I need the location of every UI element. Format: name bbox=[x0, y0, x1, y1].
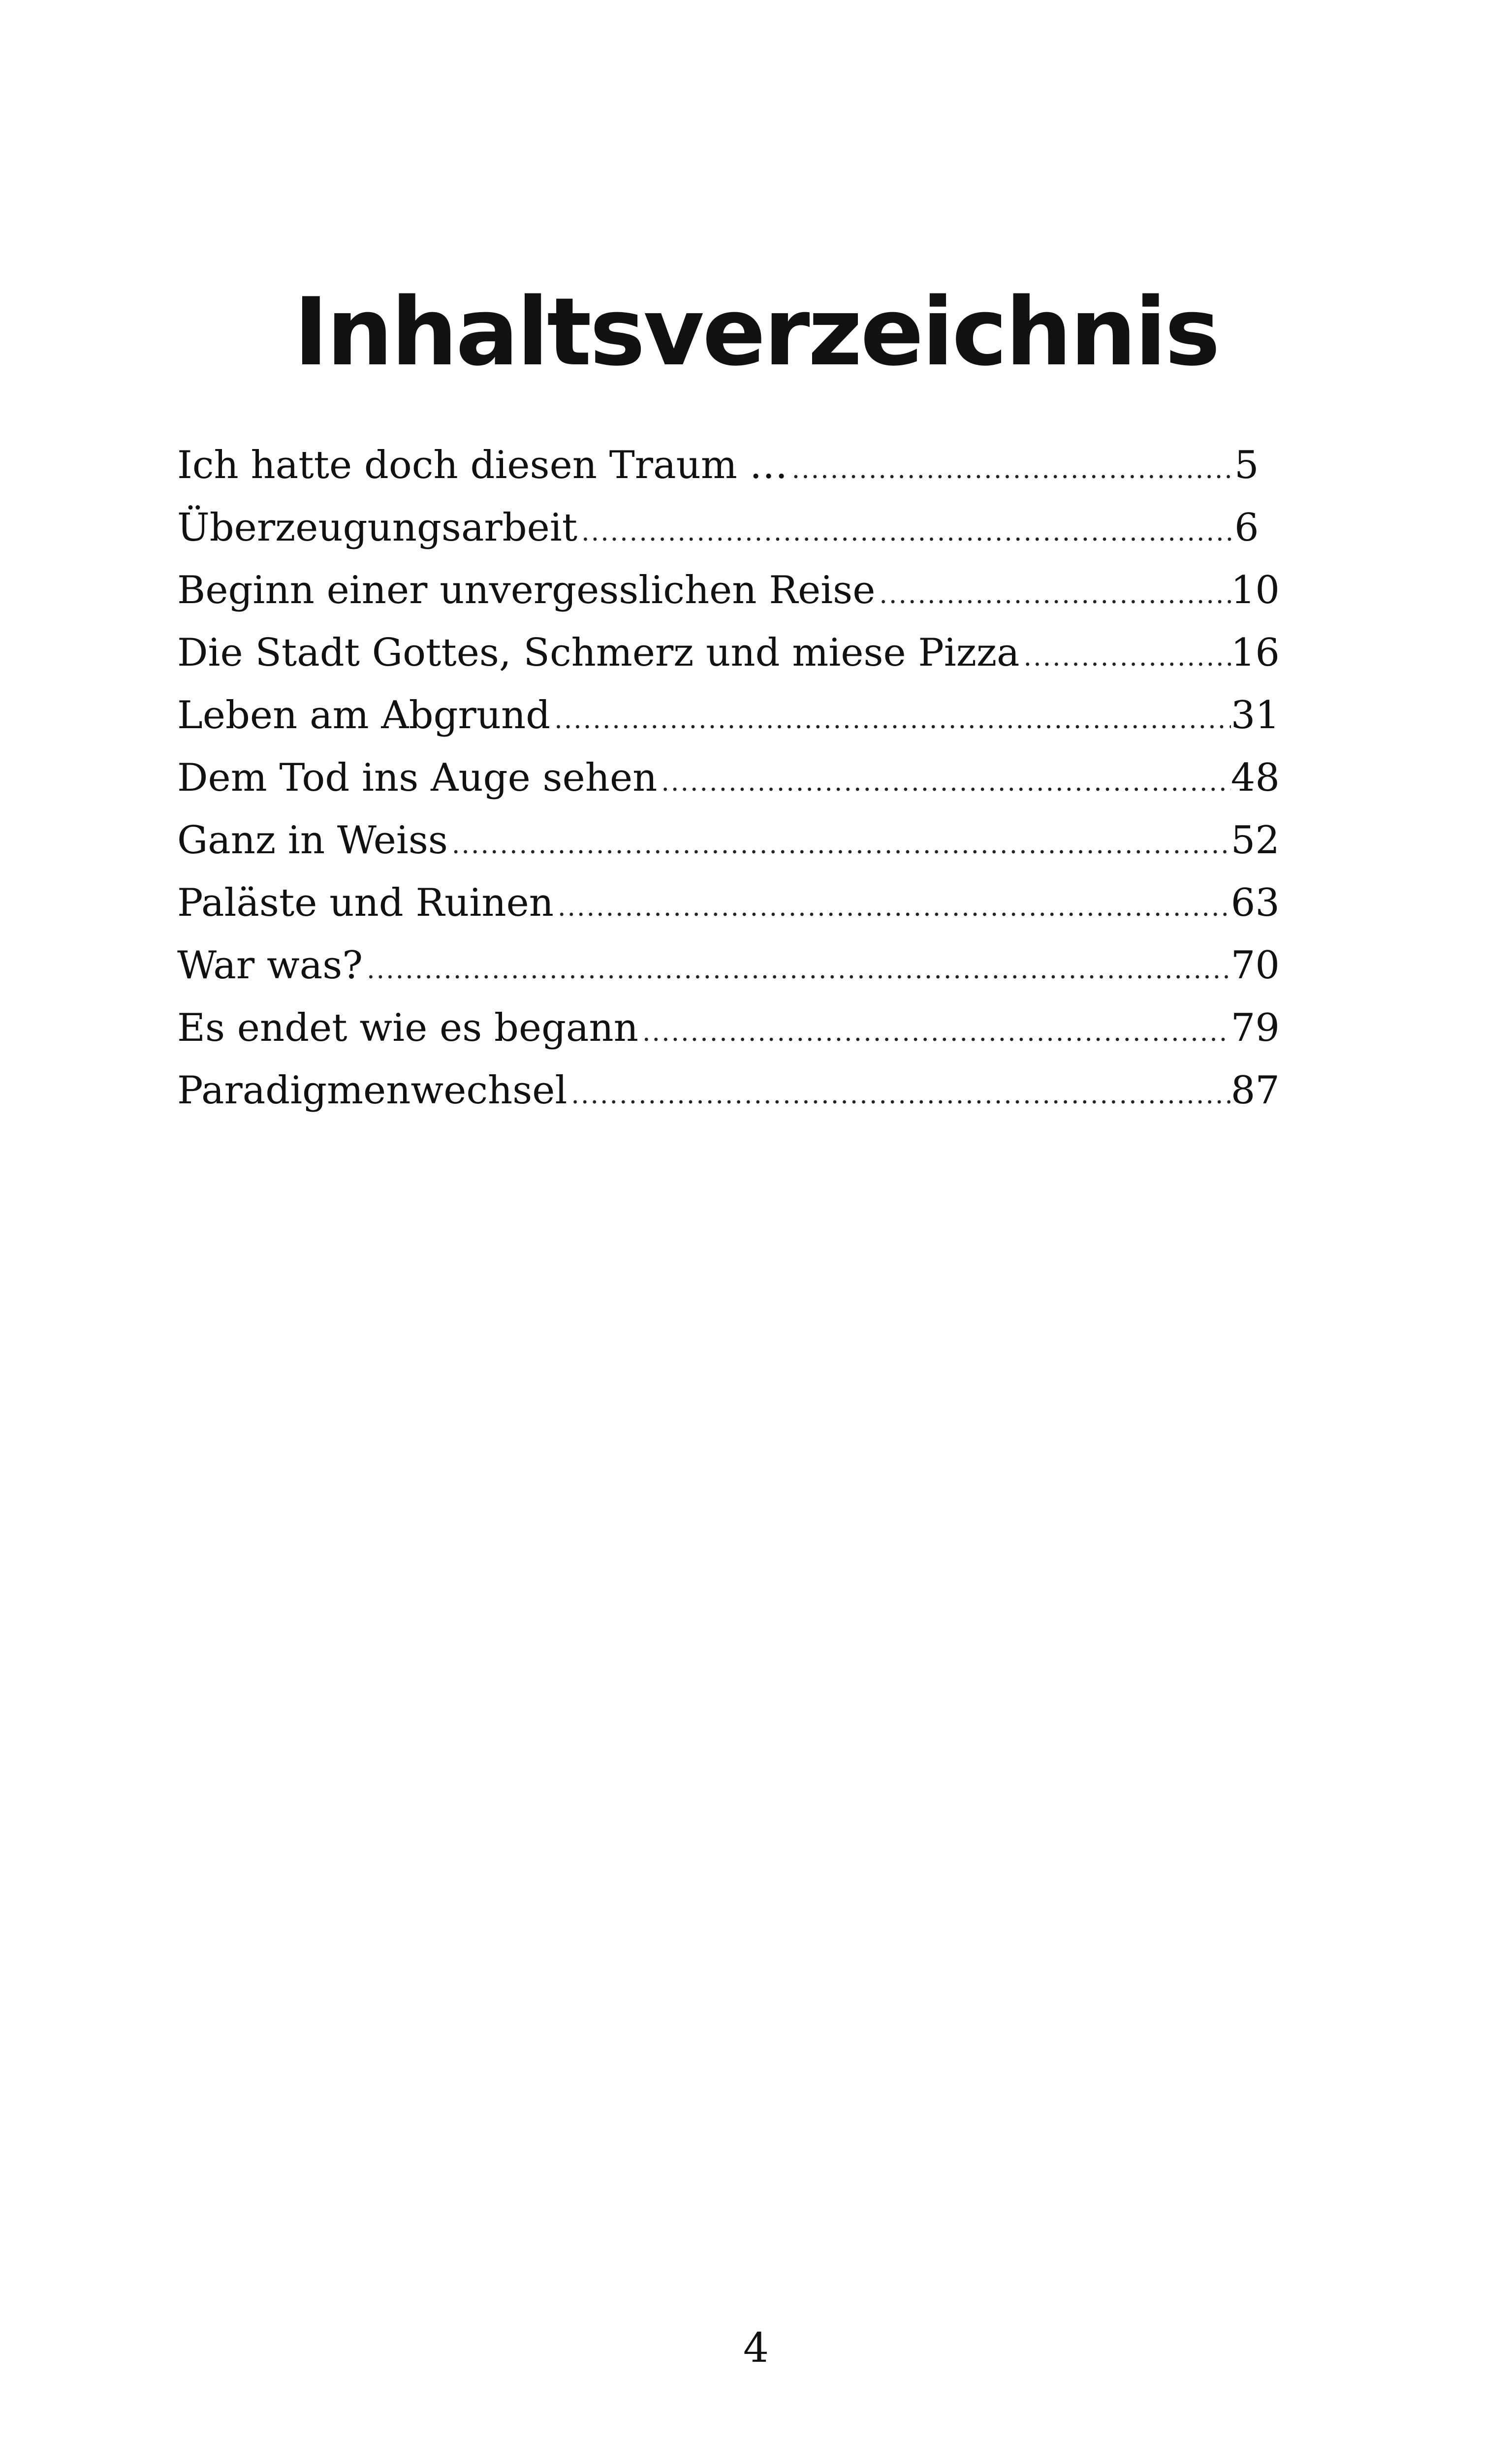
toc-entry-title: Beginn einer unvergesslichen Reise bbox=[177, 568, 876, 612]
toc-entry bbox=[177, 559, 1280, 622]
toc-entry-title: Paläste und Ruinen bbox=[177, 881, 554, 925]
dot-leader bbox=[657, 751, 1230, 814]
toc-entry-title: War was? bbox=[177, 943, 363, 988]
toc-entry-page: 48 bbox=[1230, 756, 1280, 800]
toc-entry-page: 31 bbox=[1230, 693, 1280, 738]
toc-entry bbox=[177, 809, 1280, 872]
toc-entry-page: 10 bbox=[1230, 568, 1280, 612]
toc-entry bbox=[177, 1060, 1280, 1122]
dot-leader bbox=[1020, 626, 1231, 689]
toc-entry bbox=[177, 747, 1280, 809]
toc-entry-title: Ganz in Weiss bbox=[177, 818, 448, 863]
toc-entry-page: 70 bbox=[1230, 943, 1280, 988]
dot-leader bbox=[577, 501, 1234, 564]
toc-entry bbox=[177, 684, 1280, 747]
toc-entry-title: Leben am Abgrund bbox=[177, 693, 551, 738]
toc-entry-page: 87 bbox=[1230, 1068, 1280, 1113]
dot-leader bbox=[554, 876, 1231, 939]
page-number: 4 bbox=[743, 2325, 769, 2372]
dot-leader bbox=[567, 1064, 1230, 1126]
dot-leader bbox=[788, 439, 1234, 501]
toc-entry-page: 79 bbox=[1230, 1006, 1280, 1050]
dot-leader bbox=[875, 564, 1230, 626]
toc-entry-page: 6 bbox=[1234, 506, 1259, 550]
toc-entry bbox=[177, 434, 1280, 497]
toc-entry-page: 5 bbox=[1234, 443, 1259, 487]
toc-entry bbox=[177, 497, 1280, 559]
toc-entry-title: Dem Tod ins Auge sehen bbox=[177, 756, 658, 800]
toc-entry bbox=[177, 934, 1280, 997]
dot-leader bbox=[550, 689, 1231, 751]
dot-leader bbox=[638, 1001, 1231, 1064]
toc-entry-page: 16 bbox=[1230, 631, 1280, 675]
toc-entry-page: 63 bbox=[1230, 881, 1280, 925]
table-of-contents bbox=[177, 434, 1280, 1122]
toc-entry bbox=[177, 997, 1280, 1060]
dot-leader bbox=[448, 814, 1231, 876]
toc-entry-title: Die Stadt Gottes, Schmerz und miese Pizza bbox=[177, 631, 1020, 675]
toc-entry-title: Paradigmenwechsel bbox=[177, 1068, 567, 1113]
toc-entry-title: Es endet wie es begann bbox=[177, 1006, 639, 1050]
dot-leader bbox=[363, 939, 1231, 1001]
toc-entry bbox=[177, 872, 1280, 934]
page-title: Inhaltsverzeichnis bbox=[293, 278, 1219, 386]
toc-entry bbox=[177, 622, 1280, 684]
toc-entry-title: Ich hatte doch diesen Traum … bbox=[177, 443, 788, 487]
toc-entry-title: Überzeugungsarbeit bbox=[177, 506, 578, 550]
toc-entry-page: 52 bbox=[1230, 818, 1280, 863]
